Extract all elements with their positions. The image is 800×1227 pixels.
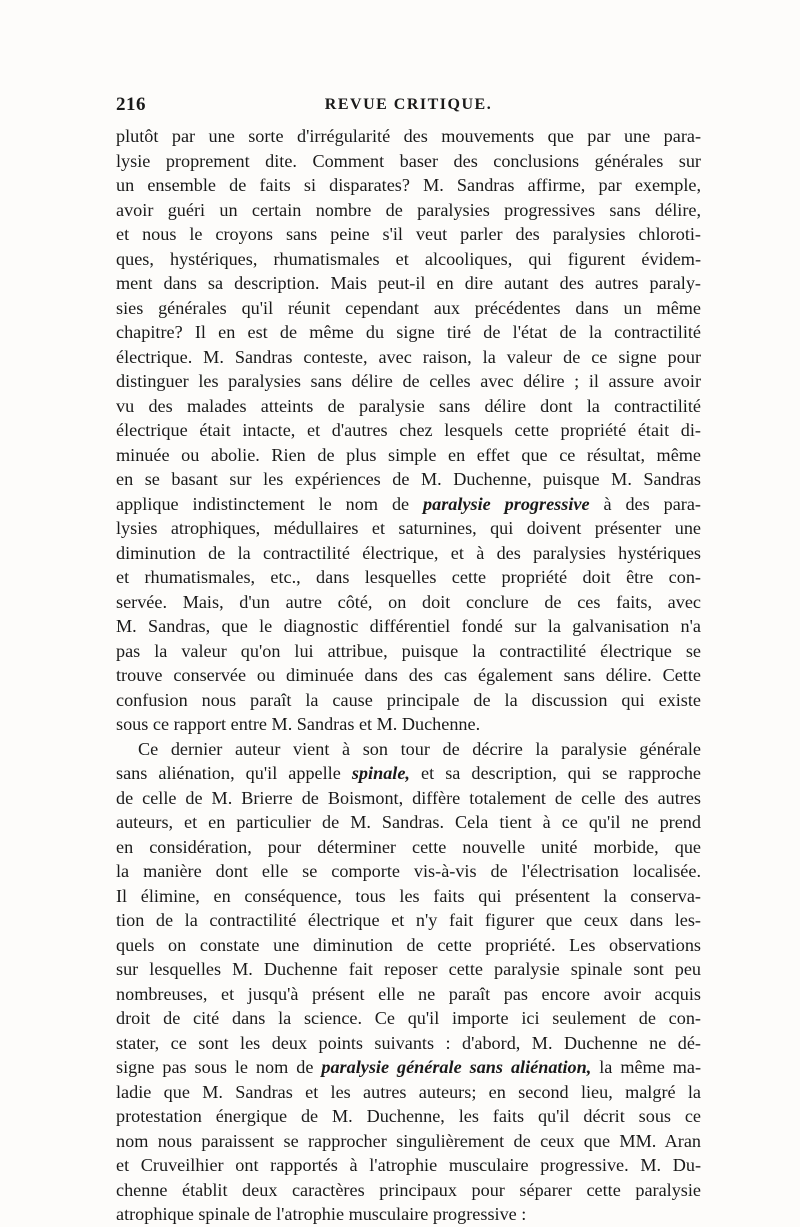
italic-term: paralysie générale sans aliénation,	[321, 1057, 592, 1077]
text-line	[116, 565, 701, 590]
text-segment: vu des malades atteints de paralysie sans délire dont la contractilité	[116, 395, 701, 416]
text-segment: atrophique spinale de l'atrophie musculaire progressive :	[116, 1204, 527, 1224]
text-line	[116, 786, 701, 811]
text-line	[116, 198, 701, 223]
text-line	[116, 173, 701, 198]
text-segment: sur lesquelles M. Duchenne fait reposer cette paralysie spinale sont peu	[116, 959, 701, 979]
text-segment: électrique était intacte, et d'autres chez lesquels cette propriété était di-	[116, 420, 701, 440]
text-segment: chenne établit deux caractères principaux pour séparer cette paralysie	[116, 1179, 701, 1200]
text-segment: confusion nous paraît la cause principale de la discussion qui existe	[116, 689, 701, 710]
text-line	[116, 859, 701, 884]
text-line	[116, 247, 701, 272]
text-segment: ladie que M. Sandras et les autres auteurs; en second lieu, malgré la	[116, 1081, 701, 1102]
text-line	[116, 467, 701, 492]
text-segment: distinguer les paralysies sans délire de celles avec délire ; il assure avoir	[116, 371, 701, 391]
text-segment: lysies atrophiques, médullaires et saturnines, qui doivent présenter une	[116, 518, 701, 538]
text-segment: et rhumatismales, etc., dans lesquelles cette propriété doit être con-	[116, 567, 701, 587]
text-segment: sans aliénation, qu'il appelle	[116, 763, 352, 783]
text-segment: plutôt par une sorte d'irrégularité des mouvements que par une para-	[116, 126, 701, 146]
text-segment: sies générales qu'il réunit cependant aux précédentes dans un même	[116, 297, 701, 318]
page-number: 216	[116, 94, 146, 115]
text-line	[116, 1080, 701, 1105]
text-line	[116, 1006, 701, 1031]
text-line	[116, 982, 701, 1007]
text-segment: trouve conservée ou diminuée dans des cas également sans délire. Cette	[116, 665, 701, 685]
text-line	[116, 908, 701, 933]
text-line	[116, 443, 701, 468]
text-line	[116, 639, 701, 664]
text-segment: et Cruveilhier ont rapportés à l'atrophie musculaire progressive. M. Du-	[116, 1155, 701, 1175]
text-line	[116, 492, 701, 517]
text-segment: diminution de la contractilité électrique, et à des paralysies hystériques	[116, 542, 701, 563]
text-segment: Il élimine, en conséquence, tous les faits qui présentent la conserva-	[116, 885, 701, 906]
text-segment: minuée ou abolie. Rien de plus simple en effet que ce résultat, même	[116, 444, 701, 465]
text-segment: et nous le croyons sans peine s'il veut parler des paralysies chloroti-	[116, 224, 701, 244]
text-line	[116, 688, 701, 713]
text-line	[116, 345, 701, 370]
text-segment: ques, hystériques, rhumatismales et alcooliques, qui figurent évidem-	[116, 248, 701, 269]
text-segment: en considération, pour déterminer cette nouvelle unité morbide, que	[116, 836, 701, 857]
text-line	[116, 884, 701, 909]
text-line	[116, 418, 701, 443]
text-line	[116, 394, 701, 419]
text-segment: pas la valeur qu'on lui attribue, puisque la contractilité électrique se	[116, 640, 701, 661]
text-segment: avoir guéri un certain nombre de paralysies progressives sans délire,	[116, 199, 701, 220]
text-line	[116, 1178, 701, 1203]
text-segment: électrique. M. Sandras conteste, avec raison, la valeur de ce signe pour	[116, 346, 701, 367]
text-line	[116, 933, 701, 958]
text-line	[116, 712, 701, 737]
text-line	[116, 1031, 701, 1056]
text-segment: à des para-	[589, 493, 701, 514]
text-line	[116, 737, 701, 762]
text-line	[116, 516, 701, 541]
text-segment: chapitre? Il en est de même du signe tiré de l'état de la contractilité	[116, 322, 701, 342]
text-segment: auteurs, et en particulier de M. Sandras. Cela tient à ce qu'il ne prend	[116, 812, 701, 832]
text-line	[116, 1055, 701, 1080]
text-line	[116, 590, 701, 615]
text-segment: la même ma-	[591, 1057, 701, 1077]
text-line	[116, 1153, 701, 1178]
text-segment: servée. Mais, d'un autre côté, on doit conclure de ces faits, avec	[116, 591, 701, 612]
running-title: REVUE CRITIQUE.	[324, 96, 493, 113]
text-line	[116, 810, 701, 835]
page-header	[116, 94, 701, 128]
text-segment: sous ce rapport entre M. Sandras et M. Duchenne.	[116, 714, 481, 734]
text-segment: signe pas sous le nom de	[116, 1057, 322, 1077]
text-line	[116, 835, 701, 860]
text-segment: un ensemble de faits si disparates? M. Sandras affirme, par exemple,	[116, 175, 701, 195]
text-line	[116, 614, 701, 639]
text-line	[116, 149, 701, 174]
text-line	[116, 320, 701, 345]
text-line	[116, 369, 701, 394]
text-segment: nom nous paraissent se rapprocher singulièrement de ceux que MM. Aran	[116, 1130, 701, 1151]
text-segment: applique indistinctement le nom de	[116, 493, 424, 514]
text-line	[116, 1202, 701, 1227]
text-segment: stater, ce sont les deux points suivants : d'abord, M. Duchenne ne dé-	[116, 1032, 701, 1053]
text-segment: de celle de M. Brierre de Boismont, diffère totalement de celle des autres	[116, 787, 701, 808]
italic-term: paralysie progressive	[423, 493, 590, 514]
text-line	[116, 222, 701, 247]
text-segment: quels on constate une diminution de cette propriété. Les observations	[116, 934, 701, 955]
text-segment: Ce dernier auteur vient à son tour de décrire la paralysie générale	[138, 738, 701, 759]
text-segment: nombreuses, et jusqu'à présent elle ne paraît pas encore avoir acquis	[116, 983, 701, 1004]
text-segment: lysie proprement dite. Comment baser des conclusions générales sur	[116, 150, 701, 171]
text-segment: M. Sandras, que le diagnostic différentiel fondé sur la galvanisation n'a	[116, 616, 701, 636]
text-line	[116, 761, 701, 786]
text-line	[116, 271, 701, 296]
text-segment: tion de la contractilité électrique et n'y fait figurer que ceux dans les-	[116, 910, 701, 930]
text-line	[116, 1129, 701, 1154]
text-segment: en se basant sur les expériences de M. Duchenne, puisque M. Sandras	[116, 469, 701, 489]
text-line	[116, 296, 701, 321]
italic-term: spinale,	[351, 763, 410, 783]
text-line	[116, 124, 701, 149]
text-line	[116, 541, 701, 566]
text-segment: droit de cité dans la science. Ce qu'il importe ici seulement de con-	[116, 1008, 701, 1028]
body-text	[116, 124, 701, 1227]
text-line	[116, 663, 701, 688]
text-segment: ment dans sa description. Mais peut-il en dire autant des autres paraly-	[116, 273, 701, 293]
text-line	[116, 957, 701, 982]
text-segment: la manière dont elle se comporte vis-à-vis de l'électrisation localisée.	[116, 861, 701, 881]
text-segment: et sa description, qui se rapproche	[409, 763, 701, 783]
text-segment: protestation énergique de M. Duchenne, les faits qu'il décrit sous ce	[116, 1106, 701, 1126]
text-line	[116, 1104, 701, 1129]
